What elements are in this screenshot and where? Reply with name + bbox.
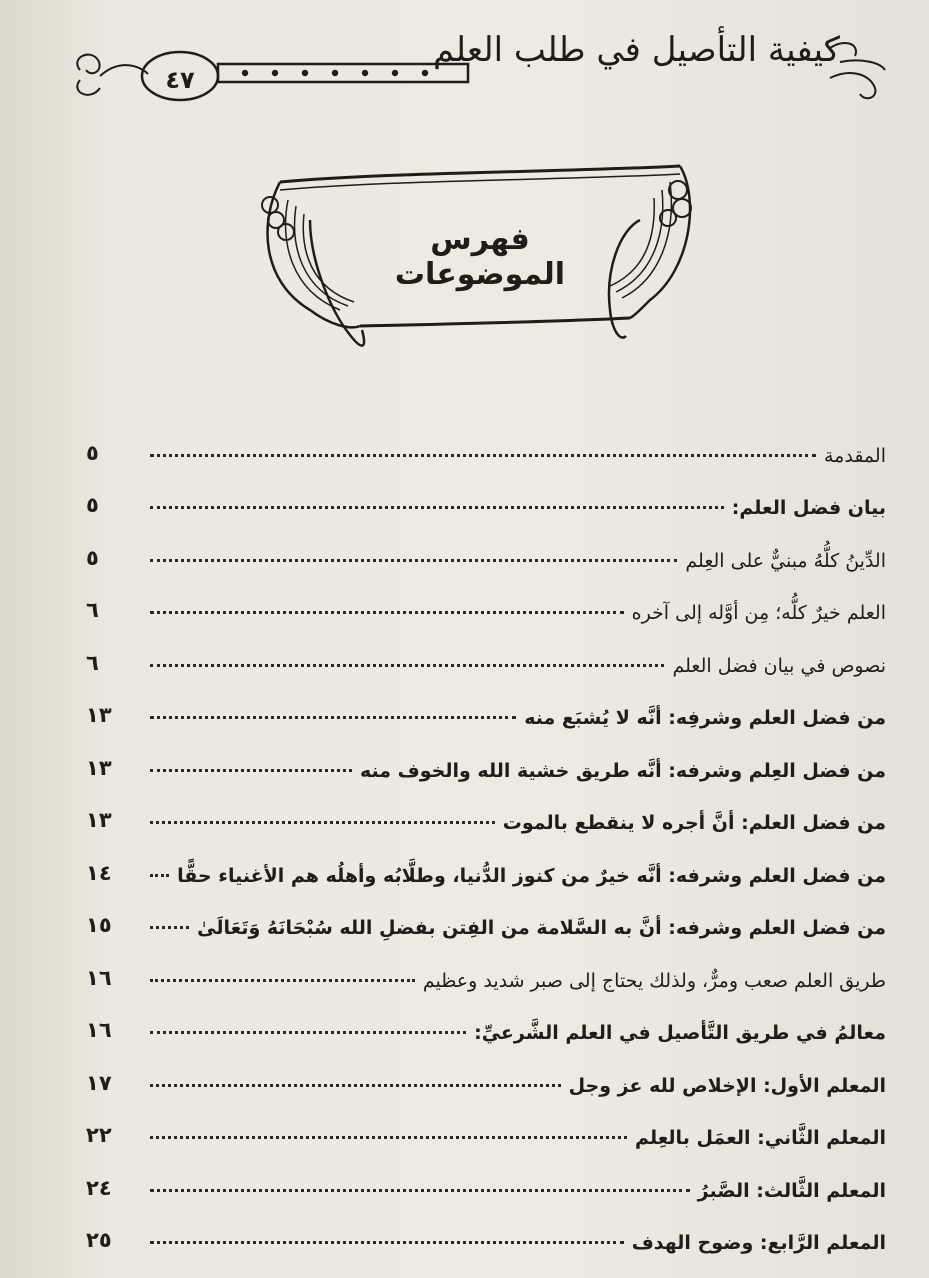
toc-entry-title: من فضل العلم وشرفِه: أنَّه لا يُشبَع منه [524, 707, 886, 729]
toc-entry [80, 628, 910, 681]
toc-leader-dots [150, 664, 664, 667]
toc-entry [80, 1048, 910, 1101]
toc-entry-title: بيان فضل العلم: [731, 497, 886, 519]
toc-leader-dots [150, 559, 677, 562]
toc-page-number: ٦ [86, 598, 99, 622]
toc-entry [80, 891, 910, 944]
running-header [70, 18, 900, 108]
toc-page-number: ١٤ [86, 860, 112, 885]
toc-leader-dots [150, 1241, 624, 1244]
toc-entry [80, 1206, 910, 1259]
toc-page-number: ٦ [86, 650, 99, 675]
toc-entry [80, 786, 910, 839]
running-title: كيفية التأصيل في طلب العلم [432, 30, 840, 70]
toc-page-number: ١٦ [86, 1018, 112, 1042]
table-of-contents [80, 418, 910, 1258]
toc-page-number: ١٦ [86, 965, 112, 990]
toc-page-number: ١٣ [86, 808, 112, 832]
toc-entry-title: معالمُ في طريق التَّأصيل في العلم الشَّرعيِّ: [474, 1022, 886, 1044]
toc-entry-title: المعلم الثَّالث: الصَّبرُ [697, 1179, 886, 1202]
toc-page-number: ٥ [86, 493, 99, 517]
toc-leader-dots [150, 1136, 627, 1139]
toc-leader-dots [150, 611, 624, 614]
toc-page-number: ٢٥ [86, 1228, 112, 1252]
toc-leader-dots [150, 1031, 466, 1034]
toc-entry [80, 943, 910, 996]
toc-entry-title: الدِّينُ كلُّهُ مبنيٌّ على العِلم [685, 549, 886, 572]
toc-entry-title: من فضل العلم وشرفه: أنَّ به السَّلامة من الفِتن بفضلِ الله سُبْحَانَهُ وَتَعَالَىٰ [197, 917, 886, 939]
title-banner [250, 160, 710, 360]
toc-page-number: ٥ [86, 545, 99, 570]
toc-leader-dots [150, 1189, 690, 1192]
toc-entry [80, 733, 910, 786]
toc-entry-title: من فضل العلم وشرفه: أنَّه خيرٌ من كنوز الدُّنيا، وطلَّابُه وأهلُه هم الأغنياء حقًّا [177, 864, 886, 887]
toc-entry [80, 1101, 910, 1154]
toc-leader-dots [150, 716, 516, 719]
toc-entry [80, 681, 910, 734]
toc-leader-dots [150, 769, 352, 772]
toc-leader-dots [150, 926, 189, 929]
index-title: فهرس الموضوعات [394, 222, 566, 292]
toc-entry [80, 523, 910, 576]
toc-entry [80, 1153, 910, 1206]
toc-page-number: ١٥ [86, 913, 112, 937]
toc-leader-dots [150, 1084, 561, 1087]
page-number: ٤٧ [165, 66, 195, 94]
toc-entry-title: العلم خيرٌ كلُّه؛ مِن أوَّله إلى آخره [631, 602, 886, 624]
toc-leader-dots [150, 506, 724, 509]
toc-entry [80, 838, 910, 891]
toc-entry [80, 996, 910, 1049]
toc-leader-dots [150, 454, 816, 457]
toc-entry-title: المقدمة [823, 444, 886, 467]
toc-page-number: ١٣ [86, 755, 112, 780]
toc-entry-title: المعلم الثَّاني: العمَل بالعِلم [635, 1127, 886, 1149]
toc-entry-title: نصوص في بيان فضل العلم [672, 654, 886, 677]
toc-page-number: ١٧ [86, 1070, 112, 1095]
toc-entry [80, 471, 910, 524]
toc-entry [80, 418, 910, 471]
toc-page-number: ١٣ [86, 703, 112, 727]
toc-entry-title: من فضل العِلم وشرفه: أنَّه طريق خشية الله والخوف منه [360, 759, 886, 782]
toc-entry-title: المعلم الأول: الإخلاص لله عز وجل [568, 1074, 886, 1097]
toc-page-number: ٥ [86, 440, 99, 465]
toc-page-number: ٢٤ [86, 1175, 112, 1200]
toc-leader-dots [150, 821, 495, 824]
toc-entry-title: طريق العلم صعب ومرٌّ، ولذلك يحتاج إلى صبر شديد وعظيم [422, 969, 886, 992]
toc-page-number: ٢٢ [86, 1123, 112, 1147]
toc-entry-title: من فضل العلم: أنَّ أجره لا ينقطع بالموت [502, 812, 886, 834]
toc-entry [80, 576, 910, 629]
toc-leader-dots [150, 874, 169, 877]
toc-leader-dots [150, 979, 415, 982]
toc-entry-title: المعلم الرَّابع: وضوح الهدف [631, 1232, 886, 1254]
